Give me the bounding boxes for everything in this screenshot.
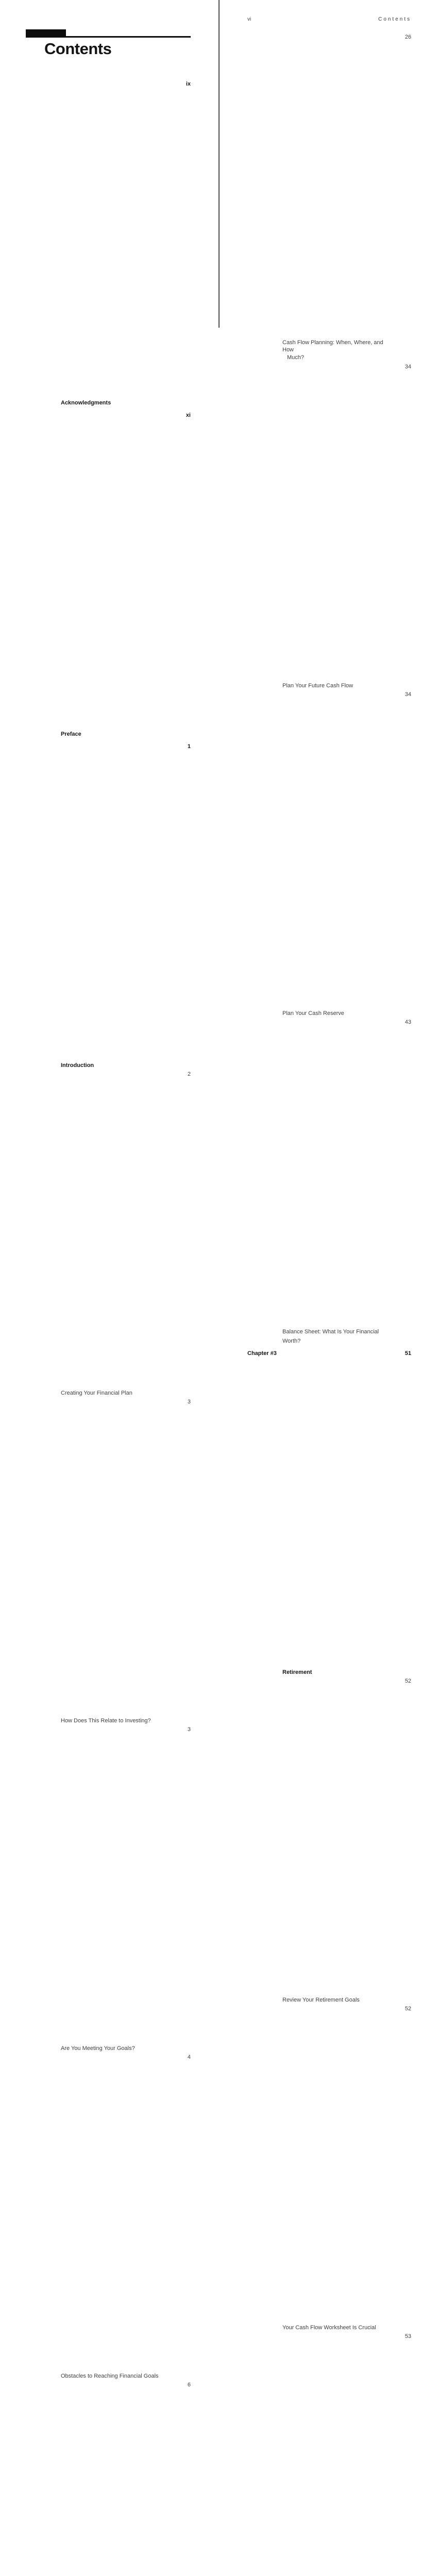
toc-entry — [26, 80, 191, 408]
entry-title-line1: Plan Your Cash Reserve — [282, 1010, 344, 1016]
chapter-label: Chapter #3 — [247, 1350, 277, 1357]
entry-title-line1: Balance Sheet: What Is Your Financial Worth? — [282, 1329, 379, 1344]
toc-entry — [247, 690, 411, 1018]
entry-title-line1: Your Cash Flow Worksheet Is Crucial — [282, 2324, 376, 2331]
entry-title — [61, 399, 174, 408]
entry-page-number: 26 — [395, 33, 411, 361]
entry-page-number: 2 — [174, 1070, 191, 1398]
toc-entry — [26, 2053, 191, 2381]
entry-title — [61, 730, 174, 739]
toc-entry — [26, 2381, 191, 2576]
entry-page-number: 52 — [395, 1677, 411, 2005]
entry-page-number: 53 — [395, 2332, 411, 2576]
entry-page-number: 34 — [395, 690, 411, 1018]
toc-list-left — [26, 80, 191, 2576]
running-head-title: Contents — [378, 16, 411, 22]
entry-title — [282, 1328, 395, 1346]
entry-title-line1: Are You Meeting Your Goals? — [61, 2045, 135, 2052]
toc-entry — [247, 2332, 411, 2576]
entry-title — [282, 2324, 395, 2333]
entry-page-number: 1 — [174, 742, 191, 1070]
running-head-page-number: vi — [247, 16, 251, 22]
entry-page-number: 3 — [174, 1725, 191, 2053]
entry-title-line1: Plan Your Future Cash Flow — [282, 682, 353, 689]
entry-title-line1: Cash Flow Planning: When, Where, and How — [282, 339, 383, 353]
entry-page-number: 43 — [395, 1018, 411, 1346]
toc-entry — [247, 1677, 411, 2005]
toc-entry — [26, 1070, 191, 1398]
right-page — [218, 0, 437, 2340]
entry-title — [282, 1668, 395, 1677]
title-bar — [26, 29, 66, 37]
entry-title — [61, 1717, 174, 1726]
entry-page-number: 34 — [395, 363, 411, 690]
entry-title-line1: Obstacles to Reaching Financial Goals — [61, 2372, 159, 2379]
entry-title — [282, 682, 395, 691]
entry-title — [61, 1061, 174, 1071]
toc-entry — [247, 2005, 411, 2332]
entry-title — [61, 2044, 174, 2054]
entry-title — [282, 339, 395, 362]
entry-page-number: 51 — [395, 1349, 411, 1677]
toc-entry — [247, 363, 411, 690]
toc-entry — [247, 1018, 411, 1346]
entry-title-line1: Preface — [61, 731, 81, 737]
contents-page-title: Contents — [44, 40, 112, 58]
entry-title-line1: Review Your Retirement Goals — [282, 1996, 360, 2003]
title-rule — [26, 29, 191, 38]
entry-title-line1: How Does This Relate to Investing? — [61, 1717, 151, 1724]
entry-page-number: 6 — [174, 2381, 191, 2576]
entry-title-line1: Retirement — [282, 1669, 312, 1675]
entry-page-number: 3 — [174, 1398, 191, 1725]
entry-page-number: 52 — [395, 2005, 411, 2332]
entry-page-number: 4 — [174, 2053, 191, 2381]
running-head — [247, 16, 411, 22]
left-page — [0, 0, 218, 2388]
entry-page-number: xi — [174, 411, 191, 739]
entry-page-number: ix — [174, 80, 191, 408]
entry-title — [61, 2372, 174, 2381]
entry-title-line1: Creating Your Financial Plan — [61, 1389, 132, 1396]
entry-title-line1: Introduction — [61, 1062, 94, 1069]
toc-entry — [26, 411, 191, 739]
entry-title-line1: Acknowledgments — [61, 399, 111, 406]
toc-entry — [26, 742, 191, 1070]
toc-entry — [26, 1398, 191, 1725]
entry-title — [282, 1996, 395, 2005]
toc-list-right — [247, 33, 411, 2576]
entry-title — [282, 1009, 395, 1019]
entry-title — [61, 1389, 174, 1398]
toc-entry — [247, 1349, 411, 1677]
entry-title-line2: Much? — [287, 354, 305, 361]
toc-entry — [247, 33, 411, 361]
toc-entry — [26, 1725, 191, 2053]
